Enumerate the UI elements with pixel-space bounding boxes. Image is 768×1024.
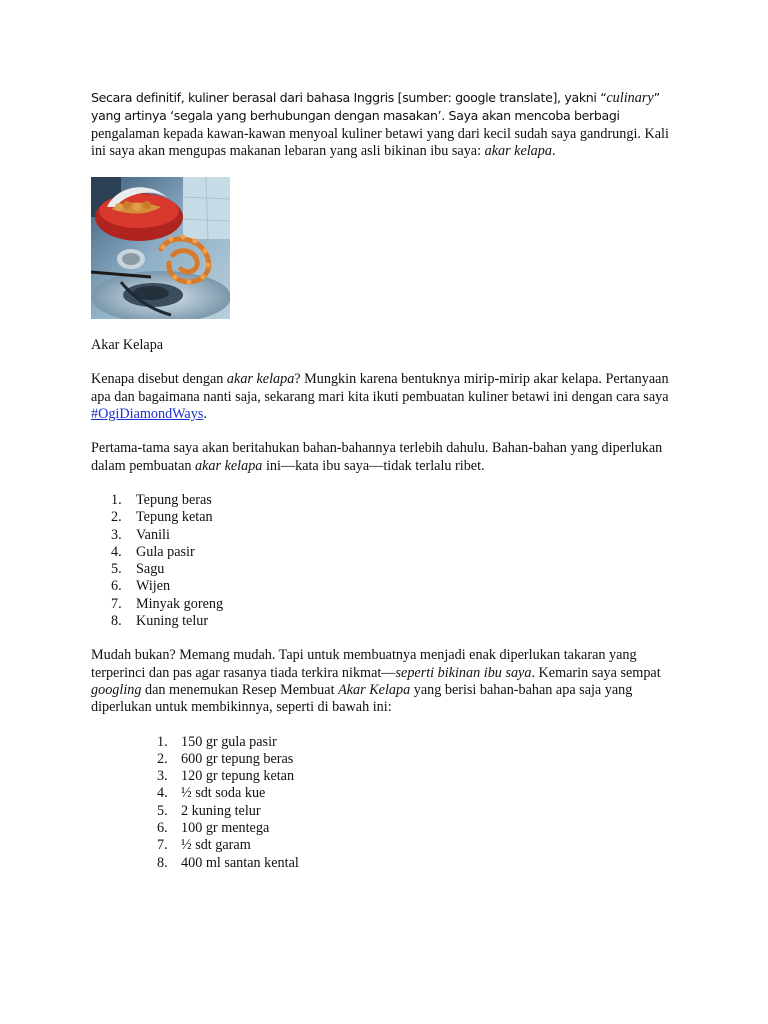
list-item (91, 527, 681, 544)
paragraph-recipe-intro (91, 647, 681, 716)
list-item (91, 596, 681, 613)
list-item (91, 785, 681, 802)
list-number: 2. (111, 509, 122, 526)
para2-italic: akar kelapa (226, 371, 295, 388)
spacer (91, 717, 681, 734)
hashtag-link[interactable]: #OgiDiamondWays (91, 406, 204, 423)
list-number: 4. (157, 785, 168, 802)
list-number: 3. (111, 526, 122, 543)
intro-text-b: ” yang artinya ‘segala yang berhubungan dengan masakan’. Saya akan mencoba berbagi (91, 90, 660, 124)
list-item-text: Vanili (136, 526, 170, 543)
spacer (91, 630, 681, 647)
para4-italic-2: googling (91, 681, 142, 698)
list-item-text: 2 kuning telur (181, 802, 261, 819)
list-number: 5. (157, 802, 168, 819)
list-item-text: Wijen (136, 578, 171, 595)
spacer (91, 475, 681, 492)
list-item (91, 768, 681, 785)
intro-paragraph (91, 89, 681, 160)
list-item-text: 150 gr gula pasir (181, 733, 277, 750)
intro-text-a: Secara definitif, kuliner berasal dari bahasa Inggris [sumber: google translate], yakni “ (91, 90, 607, 105)
spacer (91, 423, 681, 440)
list-item (91, 803, 681, 820)
list-item (91, 820, 681, 837)
list-number: 3. (157, 768, 168, 785)
para3-text-a: Pertama-tama saya akan beritahukan bahan-bahannya terlebih dahulu. Bahan-bahan yang diperlukan dalam pembuatan (91, 440, 663, 474)
list-number: 2. (157, 750, 168, 767)
list-item-text: Minyak goreng (136, 595, 224, 612)
list-item (91, 578, 681, 595)
para4-text-b: . Kemarin saya sempat (531, 664, 661, 681)
para4-text-a: Mudah bukan? Memang mudah. Tapi untuk membuatnya menjadi enak diperlukan takaran yang terperinci dan pas agar rasanya tiada terkira nikmat— (91, 647, 637, 681)
list-item-text: 400 ml santan kental (181, 854, 299, 871)
intro-text-c: pengalaman kepada kawan-kawan menyoal kuliner betawi yang dari kecil sudah saya gandrungi. Kali ini saya akan mengupas makanan lebaran yang asli bikinan ibu saya: (91, 125, 669, 159)
list-item (91, 492, 681, 509)
para4-italic-3: Akar Kelapa (338, 681, 411, 698)
list-item-text: 600 gr tepung beras (181, 750, 294, 767)
list-number: 6. (111, 578, 122, 595)
list-number: 8. (157, 854, 168, 871)
para3-text-b: ini—kata ibu saya—tidak terlalu ribet. (262, 457, 485, 474)
list-number: 1. (157, 733, 168, 750)
list-number: 7. (111, 595, 122, 612)
list-number: 5. (111, 561, 122, 578)
list-item (91, 613, 681, 630)
ingredients-list (91, 492, 681, 630)
list-number: 6. (157, 820, 168, 837)
para2-text-a: Kenapa disebut dengan (91, 371, 227, 388)
paragraph-why-named (91, 371, 681, 423)
list-item-text: Gula pasir (136, 543, 195, 560)
akar-kelapa-photo-drawing (91, 177, 230, 319)
list-number: 8. (111, 613, 122, 630)
para4-italic-1: seperti bikinan ibu saya (395, 664, 532, 681)
list-item-text: Tepung beras (136, 491, 212, 508)
list-item-text: 120 gr tepung ketan (181, 768, 295, 785)
para3-italic: akar kelapa (195, 457, 263, 474)
list-number: 7. (157, 837, 168, 854)
list-number: 1. (111, 491, 122, 508)
spacer (91, 354, 681, 371)
list-item (91, 561, 681, 578)
list-number: 4. (111, 543, 122, 560)
list-item (91, 855, 681, 872)
list-item (91, 544, 681, 561)
list-item (91, 751, 681, 768)
paragraph-ingredients-intro (91, 440, 681, 475)
list-item-text: Tepung ketan (136, 509, 213, 526)
para2-text-c: . (203, 406, 207, 423)
list-item-text: 100 gr mentega (181, 820, 270, 837)
list-item (91, 837, 681, 854)
recipe-quantities-list (91, 734, 681, 872)
list-item-text: Kuning telur (136, 613, 209, 630)
list-item (91, 509, 681, 526)
list-item-text: ½ sdt soda kue (181, 785, 266, 802)
intro-italic-culinary: culinary (606, 90, 654, 106)
list-item-text: ½ sdt garam (181, 837, 251, 854)
intro-period: . (551, 142, 556, 159)
para2-text-b: ? Mungkin karena bentuknya mirip-mirip akar kelapa. Pertanyaan apa dan bagaimana nanti saja, sekarang mari kita ikuti pembuatan kuliner betawi ini dengan cara saya (91, 371, 669, 405)
intro-italic-akar-kelapa: akar kelapa (484, 142, 552, 159)
para4-text-c: dan menemukan Resep Membuat (141, 681, 339, 698)
para4-text-d: yang berisi bahan-bahan apa saja yang diperlukan untuk membikinnya, seperti di bawah ini: (91, 681, 633, 716)
document-body (91, 89, 681, 872)
photo-heading: Akar Kelapa (91, 337, 164, 354)
list-item-text: Sagu (136, 561, 165, 578)
akar-kelapa-photo (91, 177, 230, 319)
list-item (91, 734, 681, 751)
